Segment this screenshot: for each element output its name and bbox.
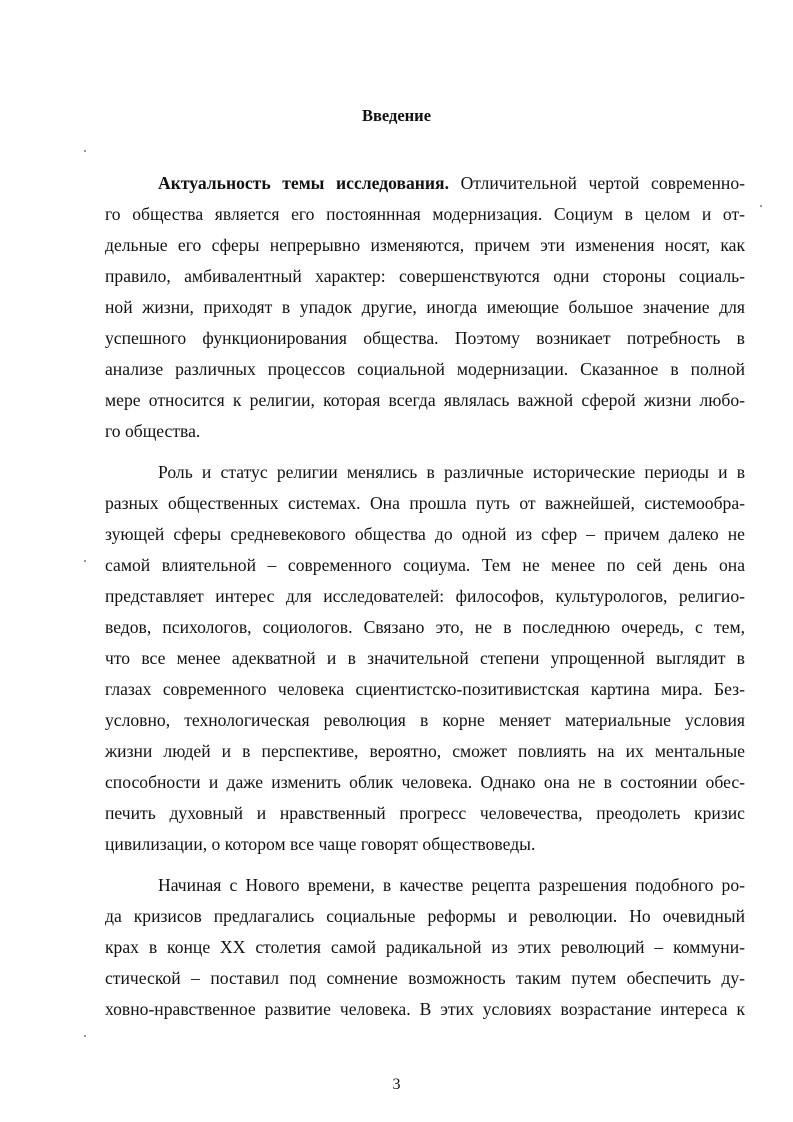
text-line: стической – поставил под сомнение возможность таким путем обеспечить ду- [105, 968, 745, 988]
text-line: мере относится к религии, которая всегда являлась важной сферой жизни любо- [105, 390, 745, 410]
scan-speck [84, 1035, 86, 1037]
text-line: что все менее адекватной и в значительной степени упрощенной выглядит в [105, 648, 745, 668]
text-line: Актуальность темы исследования. Отличительной чертой современно- [158, 173, 745, 193]
text-line: глазах современного человека сциентистско-позитивистская картина мира. Без- [105, 679, 745, 699]
text-line: ной жизни, приходят в упадок другие, иногда имеющие большое значение для [105, 297, 745, 317]
scan-speck [84, 560, 86, 562]
text-line: успешного функционирования общества. Поэтому возникает потребность в [105, 328, 745, 348]
text-line: цивилизации, о котором все чаще говорят обществоведы. [105, 834, 536, 854]
section-heading: Введение [361, 106, 432, 125]
text-line: представляет интерес для исследователей: философов, культурологов, религио- [105, 586, 745, 606]
text-line: ведов, психологов, социологов. Связано это, не в последнюю очередь, с тем, [105, 617, 745, 637]
text-line: способности и даже изменить облик человека. Однако она не в состоянии обес- [105, 772, 745, 792]
lead-phrase: Актуальность темы исследования. [158, 173, 449, 193]
text-line: го общества является его постояннная модернизация. Социум в целом и от- [105, 204, 745, 224]
text-line: Начиная с Нового времени, в качестве рецепта разрешения подобного ро- [158, 875, 745, 895]
scan-speck [84, 150, 86, 152]
text-line: крах в конце XX столетия самой радикальной из этих революций – коммуни- [105, 937, 745, 957]
text-line: анализе различных процессов социальной модернизации. Сказанное в полной [105, 359, 745, 379]
text-line: го общества. [105, 421, 201, 441]
text-line: правило, амбивалентный характер: совершенствуются одни стороны социаль- [105, 266, 745, 286]
scan-speck [760, 205, 762, 207]
text-line: дельные его сферы непрерывно изменяются, причем эти изменения носят, как [105, 235, 745, 255]
text-line: Роль и статус религии менялись в различные исторические периоды и в [158, 462, 745, 482]
text-line: да кризисов предлагались социальные реформы и революции. Но очевидный [105, 906, 745, 926]
text-line: зующей сферы средневекового общества до одной из сфер – причем далеко не [105, 524, 745, 544]
page-number: 3 [392, 1076, 401, 1093]
text-line: жизни людей и в перспективе, вероятно, сможет повлиять на их ментальные [105, 741, 745, 761]
text-line: условно, технологическая революция в корне меняет материальные условия [105, 710, 745, 730]
text-line: разных общественных системах. Она прошла путь от важнейшей, системообра- [105, 493, 745, 513]
text-line: ховно-нравственное развитие человека. В этих условиях возрастание интереса к [105, 999, 745, 1019]
text-line: самой влиятельной – современного социума. Тем не менее по сей день она [105, 555, 745, 575]
text-line: печить духовный и нравственный прогресс человечества, преодолеть кризис [105, 803, 745, 823]
